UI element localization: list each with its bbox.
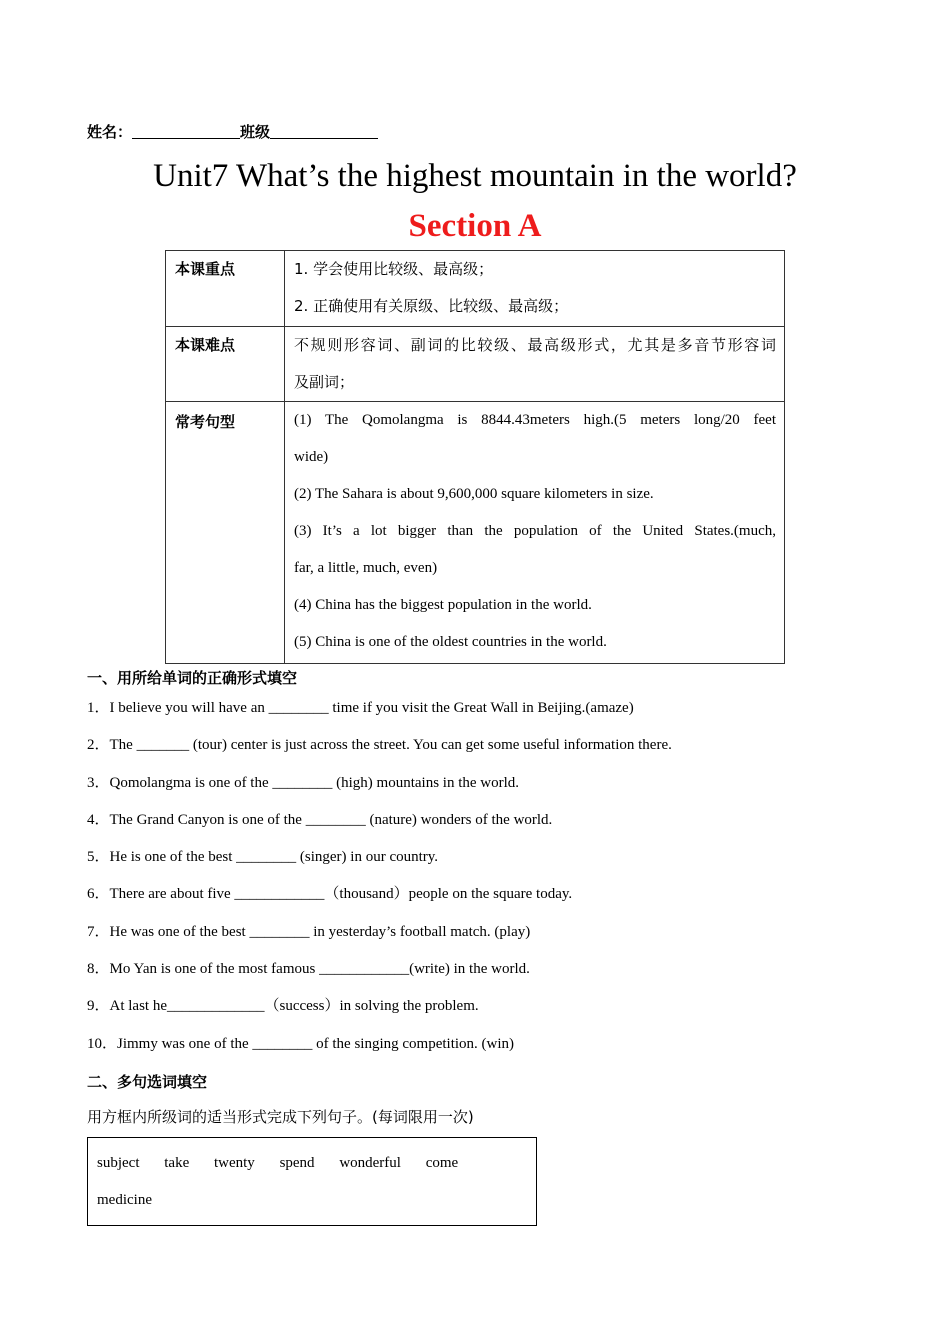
class-label: 班级 [240, 123, 271, 141]
section-title: Section A [408, 208, 542, 244]
table-row [166, 327, 785, 402]
table-row [166, 402, 785, 664]
question-item: 5．He is one of the best ________ (singer) in our country. [87, 849, 439, 865]
word-bank-item: subject [97, 1155, 140, 1171]
row-label: 常考句型 [166, 402, 285, 664]
row-content [285, 402, 785, 664]
row-label: 本课重点 [166, 251, 285, 327]
table-row [166, 251, 785, 327]
question-item: 2．The _______ (tour) center is just across the street. You can get some useful information there. [87, 737, 672, 753]
content-line: (3) It’s a lot bigger than the population of the United States.(much, [294, 523, 776, 539]
question-item: 7．He was one of the best ________ in yesterday’s football match. (play) [87, 924, 531, 940]
word-bank-item: take [164, 1155, 190, 1171]
page-title: Unit7 What’s the highest mountain in the world? [153, 158, 797, 194]
student-info-line [87, 121, 378, 142]
word-bank-item: medicine [97, 1192, 152, 1208]
part2-instruction: 用方框内所级词的适当形式完成下列句子。(每词限用一次) [87, 1108, 474, 1126]
word-bank-item: come [425, 1155, 459, 1171]
name-blank[interactable] [132, 124, 240, 139]
row-label: 本课难点 [166, 327, 285, 402]
word-bank-item: spend [279, 1155, 315, 1171]
content-line: 及副词； [294, 373, 355, 391]
row-content [285, 251, 785, 327]
part1-heading: 一、用所给单词的正确形式填空 [87, 669, 298, 687]
content-line: 2. 正确使用有关原级、比较级、最高级； [294, 297, 569, 315]
content-line: far, a little, much, even) [294, 560, 438, 576]
question-item: 1．I believe you will have an ________ time if you visit the Great Wall in Beijing.(amaze) [87, 700, 634, 716]
question-item: 3．Qomolangma is one of the ________ (high) mountains in the world. [87, 775, 520, 791]
question-item: 10．Jimmy was one of the ________ of the singing competition. (win) [87, 1036, 515, 1052]
content-line: (2) The Sahara is about 9,600,000 square kilometers in size. [294, 486, 654, 502]
content-line: (1) The Qomolangma is 8844.43meters high.(5 meters long/20 feet [294, 412, 776, 428]
question-item: 4．The Grand Canyon is one of the ________ (nature) wonders of the world. [87, 812, 553, 828]
question-item: 6．There are about five ____________（thousand）people on the square today. [87, 886, 573, 902]
content-line: wide) [294, 449, 329, 465]
name-label: 姓名： [87, 123, 133, 141]
content-line: (4) China has the biggest population in the world. [294, 597, 592, 613]
class-blank[interactable] [270, 124, 378, 139]
content-line: 不规则形容词、副词的比较级、最高级形式，尤其是多音节形容词 [294, 336, 776, 354]
word-bank-row [97, 1155, 479, 1172]
word-bank-row [97, 1192, 173, 1209]
content-line: (5) China is one of the oldest countries in the world. [294, 634, 607, 650]
lesson-key-points-table [165, 250, 785, 664]
question-item: 8．Mo Yan is one of the most famous ____________(write) in the world. [87, 961, 530, 977]
part2-heading: 二、多句选词填空 [87, 1073, 208, 1091]
word-bank-box [87, 1137, 537, 1226]
content-line: 1. 学会使用比较级、最高级； [294, 260, 494, 278]
question-item: 9．At last he_____________（success）in solving the problem. [87, 998, 479, 1014]
word-bank-item: twenty [213, 1155, 255, 1171]
row-content [285, 327, 785, 402]
word-bank-item: wonderful [339, 1155, 401, 1171]
